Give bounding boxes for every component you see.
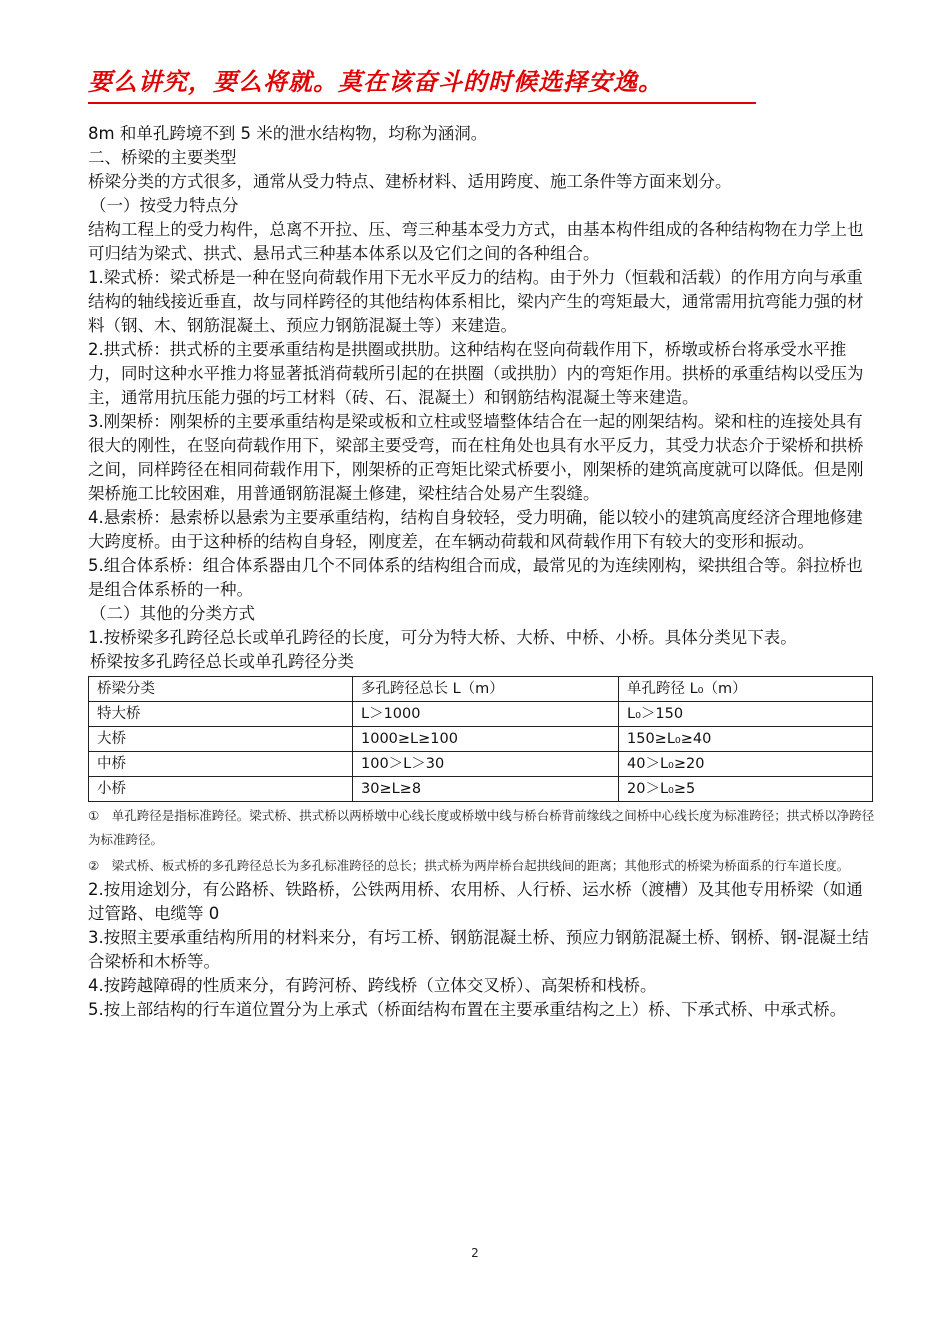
span-classification-table: [88, 676, 873, 802]
table-header-cell: 单孔跨径 L₀（m）: [619, 677, 873, 702]
header-banner: [88, 62, 756, 104]
paragraph-culvert: 8m 和单孔跨境不到 5 米的泄水结构物，均称为涵洞。: [88, 124, 488, 143]
paragraph-by-length: 1.按桥梁多孔跨径总长或单孔跨径的长度，可分为特大桥、大桥、中桥、小桥。具体分类见下表。: [88, 628, 797, 647]
table-cell: 20＞L₀≥5: [619, 777, 873, 802]
subheading-other-methods: （二）其他的分类方式: [90, 604, 255, 623]
paragraph-by-use: 2.按用途划分，有公路桥、铁路桥，公铁两用桥、农用桥、人行桥、运水桥（渡槽）及其他专用桥梁（如通过管路、电缆等 0: [88, 880, 863, 923]
table-cell: 150≥L₀≥40: [619, 727, 873, 752]
paragraph-by-obstacle: 4.按跨越障碍的性质来分，有跨河桥、跨线桥（立体交叉桥）、高架桥和栈桥。: [88, 976, 657, 995]
table-header-cell: 桥梁分类: [89, 677, 353, 702]
paragraph-force-intro: 结构工程上的受力构件，总离不开拉、压、弯三种基本受力方式，由基本构件组成的各种结构物在力学上也可归结为梁式、拱式、悬吊式三种基本体系以及它们之间的各种组合。: [88, 220, 864, 263]
table-cell: 100＞L＞30: [353, 752, 619, 777]
paragraph-arch-bridge: 2.拱式桥：拱式桥的主要承重结构是拱圈或拱肋。这种结构在竖向荷载作用下，桥墩或桥台将承受水平推力，同时这种水平推力将显著抵消荷载所引起的在拱圈（或拱肋）内的弯矩作用。拱桥的承重结构以受压为主，通常用抗压能力强的圬工材料（砖、石、混凝土）和钢筋结构混凝土等来建造。: [88, 340, 864, 407]
table-cell: 30≥L≥8: [353, 777, 619, 802]
subheading-by-force: （一）按受力特点分: [90, 196, 239, 215]
paragraph-by-material: 3.按照主要承重结构所用的材料来分，有圬工桥、钢筋混凝土桥、预应力钢筋混凝土桥、钢桥、钢-混凝土结合梁桥和木桥等。: [88, 928, 869, 971]
paragraph-classification-intro: 桥梁分类的方式很多，通常从受力特点、建桥材料、适用跨度、施工条件等方面来划分。: [88, 172, 732, 191]
table-cell: 中桥: [89, 752, 353, 777]
table-row: [89, 702, 873, 727]
table-caption: 桥梁按多孔跨径总长或单孔跨径分类: [90, 652, 354, 671]
table-row: [89, 752, 873, 777]
table-row: [89, 777, 873, 802]
paragraph-by-deck-position: 5.按上部结构的行车道位置分为上承式（桥面结构布置在主要承重结构之上）桥、下承式桥、中承式桥。: [88, 1000, 847, 1019]
table-cell: 小桥: [89, 777, 353, 802]
table-cell: 40＞L₀≥20: [619, 752, 873, 777]
table-cell: L₀＞150: [619, 702, 873, 727]
paragraph-beam-bridge: 1.梁式桥：梁式桥是一种在竖向荷载作用下无水平反力的结构。由于外力（恒载和活载）的作用方向与承重结构的轴线接近垂直，故与同样跨径的其他结构体系相比，梁内产生的弯矩最大，通常需用抗弯能力强的材料（钢、木、钢筋混凝土、预应力钢筋混凝土等）来建造。: [88, 268, 864, 335]
table-cell: 特大桥: [89, 702, 353, 727]
paragraph-rigid-frame-bridge: 3.刚架桥：刚架桥的主要承重结构是梁或板和立柱或竖墙整体结合在一起的刚架结构。梁和柱的连接处具有很大的刚性，在竖向荷载作用下，梁部主要受弯，而在柱角处也具有水平反力，其受力状态介于梁桥和拱桥之间，同样跨径在相同荷载作用下，刚架桥的正弯矩比梁式桥要小，刚架桥的建筑高度就可以降低。但是刚架桥施工比较困难，用普通钢筋混凝土修建，梁柱结合处易产生裂缝。: [88, 412, 864, 503]
section-heading-bridge-types: 二、桥梁的主要类型: [88, 148, 237, 167]
table-row: [89, 727, 873, 752]
table-cell: 1000≥L≥100: [353, 727, 619, 752]
table-note-2: ② 梁式桥、板式桥的多孔跨径总长为多孔标准跨径的总长；拱式桥为两岸桥台起拱线间的距离；其他形式的桥梁为桥面系的行车道长度。: [88, 858, 850, 873]
paragraph-suspension-bridge: 4.悬索桥：悬索桥以悬索为主要承重结构，结构自身较轻，受力明确，能以较小的建筑高度经济合理地修建大跨度桥。由于这种桥的结构自身轻，刚度差，在车辆动荷载和风荷载作用下有较大的变形和振动。: [88, 508, 863, 551]
document-body: [88, 122, 878, 1022]
paragraph-composite-bridge: 5.组合体系桥：组合体系器由几个不同体系的结构组合而成，最常见的为连续刚构，梁拱组合等。斜拉桥也是组合体系桥的一种。: [88, 556, 863, 599]
table-header-cell: 多孔跨径总长 L（m）: [353, 677, 619, 702]
table-header-row: [89, 677, 873, 702]
table-note-1: ① 单孔跨径是指标准跨径。梁式桥、拱式桥以两桥墩中心线长度或桥墩中线与桥台桥背前缘线之间桥中心线长度为标准跨径；拱式桥以净跨径为标准跨径。: [88, 808, 875, 847]
page-number: 2: [471, 1246, 479, 1260]
table-cell: 大桥: [89, 727, 353, 752]
header-slogan: 要么讲究，要么将就。莫在该奋斗的时候选择安逸。: [88, 67, 663, 96]
table-cell: L＞1000: [353, 702, 619, 727]
